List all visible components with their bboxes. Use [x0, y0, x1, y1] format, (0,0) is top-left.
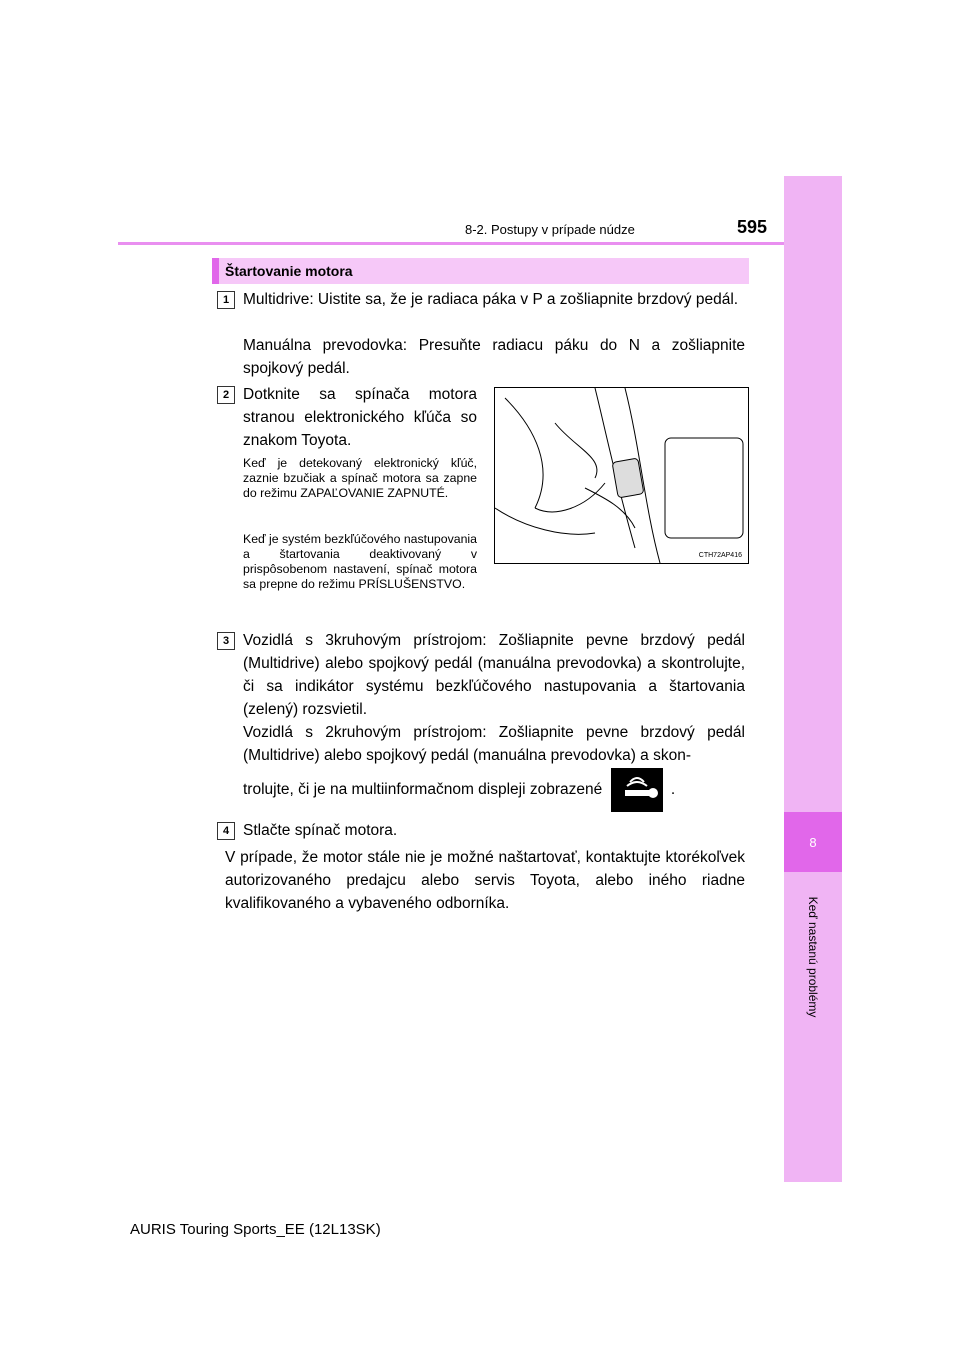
step-1-line-1: Multidrive: Uistite sa, že je radiaca páka v P a zošliapnite brzdový pedál. [243, 291, 739, 308]
step-3-text-b: Vozidlá s 2kruhovým prístrojom: Zošliapnite pevne brzdový pedál (Multidrive) alebo spojkový pedál (manuálna prevodovka) a skon- [243, 724, 745, 764]
step-badge-3: 3 [217, 632, 235, 650]
chapter-label-container [784, 880, 842, 1040]
section-title: 8-2. Postupy v prípade núdze [465, 222, 635, 237]
step-badge-2: 2 [217, 386, 235, 404]
step-3-text-c-row [243, 768, 745, 812]
step-2-text: Dotknite sa spínača motora stranou elektronického kľúča so znakom Toyota. [243, 386, 477, 449]
page-number: 595 [737, 217, 768, 237]
chapter-label: Keď nastanú problémy [806, 896, 820, 1018]
step-badge-1: 1 [217, 291, 235, 309]
box-title: Štartovanie motora [212, 258, 749, 284]
step-badge-4: 4 [217, 822, 235, 840]
key-illustration-icon [495, 388, 748, 563]
closing-text: V prípade, že motor stále nie je možné naštartovať, kontaktujte ktorékoľvek autorizovaného predajcu alebo servis Toyota, alebo iného riadne kvalifikovaného a vybaveného odborníka. [225, 849, 745, 912]
step-1-line-2: Manuálna prevodovka: Presuňte radiacu páku do N a zošliapnite spojkový pedál. [243, 337, 745, 377]
step-2-note-1: Keď je detekovaný elektronický kľúč, zaznie bzučiak a spínač motora sa zapne do režimu ZAPAĽOVANIE ZAPNUTÉ. [243, 456, 477, 500]
step-3-text-c-end: . [670, 781, 676, 799]
chapter-number: 8 [784, 812, 842, 872]
step-3-text-c: trolujte, či je na multiinformačnom displeji zobrazené [243, 781, 603, 799]
step-3-text-a: Vozidlá s 3kruhovým prístrojom: Zošliapnite pevne brzdový pedál (Multidrive) alebo spojkový pedál (manuálna prevodovka) a skontrolujte, či sa indikátor systému bezkľúčového nastupovania a štartovania (zelený) rozsvietil. [243, 632, 745, 718]
footer: AURIS Touring Sports_EE (12L13SK) [130, 1221, 381, 1238]
figure-code: CTH72AP416 [698, 552, 742, 559]
key-figure [494, 387, 749, 564]
smart-key-indicator-icon [611, 768, 663, 812]
step-2-note-2: Keď je systém bezkľúčového nastupovania a štartovania deaktivovaný v prispôsobenom nastavení, spínač motora sa prepne do režimu PRÍSLUŠENSTVO. [243, 532, 477, 591]
step-4-text: Stlačte spínač motora. [243, 822, 398, 839]
header-divider [118, 242, 784, 245]
